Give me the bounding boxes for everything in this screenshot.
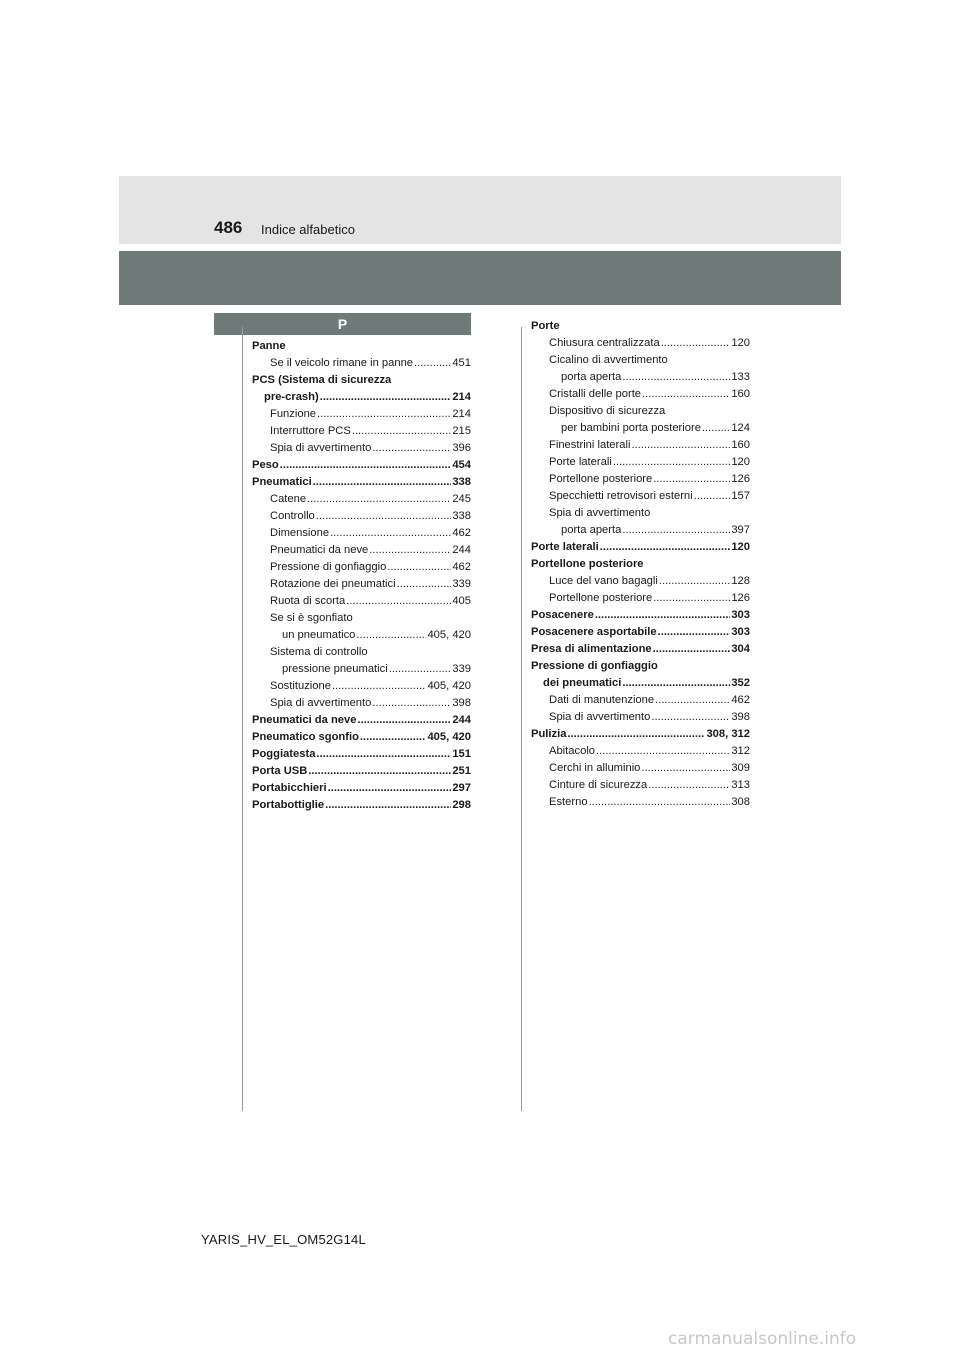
index-entry-text: Porte <box>531 320 560 332</box>
index-entry-text: Posacenere asportabile <box>531 626 657 638</box>
index-entry <box>531 556 750 573</box>
index-entry-page: 126 <box>731 592 750 604</box>
document-code: YARIS_HV_EL_OM52G14L <box>201 1232 366 1247</box>
dot-leader <box>317 406 451 423</box>
dot-leader <box>372 695 451 712</box>
index-entry-text: porta aperta <box>561 524 622 536</box>
index-entry-text: Rotazione dei pneumatici <box>270 578 396 590</box>
index-entry-page: 398 <box>452 697 471 709</box>
index-entry-page: 339 <box>452 578 471 590</box>
dot-leader <box>567 726 705 743</box>
index-entry-page: 303 <box>731 626 750 638</box>
index-entry-text: Se si è sgonfiato <box>270 612 353 624</box>
index-entry <box>531 624 750 641</box>
index-entry <box>531 726 750 743</box>
dot-leader <box>642 386 730 403</box>
dot-leader <box>622 522 730 539</box>
index-entry-page: 214 <box>452 408 471 420</box>
index-entry-text: Specchietti retrovisori esterni <box>549 490 693 502</box>
header-dark-band <box>119 251 841 305</box>
index-entry-text: Abitacolo <box>549 745 596 757</box>
index-entry-page: 151 <box>452 748 471 760</box>
index-entry <box>252 559 471 576</box>
index-entry-page: 398 <box>731 711 750 723</box>
index-entry-page: 339 <box>452 663 471 675</box>
index-entry-text: Cerchi in alluminio <box>549 762 641 774</box>
dot-leader <box>280 457 452 474</box>
index-entry-text: Controllo <box>270 510 315 522</box>
index-entry <box>531 488 750 505</box>
index-entry-page: 308 <box>731 796 750 808</box>
index-entry-page: 312 <box>731 745 750 757</box>
index-entry-page: 251 <box>452 765 471 777</box>
dot-leader <box>651 709 730 726</box>
index-entry <box>531 794 750 811</box>
index-entry-page: 215 <box>452 425 471 437</box>
index-entry-text: Portellone posteriore <box>549 473 653 485</box>
index-entry-text: Posacenere <box>531 609 594 621</box>
index-entry <box>531 760 750 777</box>
dot-leader <box>595 607 731 624</box>
index-entry <box>252 746 471 763</box>
index-entry-text: Esterno <box>549 796 588 808</box>
index-entry <box>252 678 471 695</box>
index-entry-page: 303 <box>731 609 750 621</box>
index-entry-text: porta aperta <box>561 371 622 383</box>
index-entry <box>531 692 750 709</box>
index-entry-page: 120 <box>731 456 750 468</box>
index-entry-text: Spia di avvertimento <box>549 507 651 519</box>
index-entry-page: 126 <box>731 473 750 485</box>
index-entry-page: 120 <box>731 337 750 349</box>
index-entry <box>252 729 471 746</box>
dot-leader <box>600 539 731 556</box>
dot-leader <box>307 491 451 508</box>
index-entry-page: 245 <box>452 493 471 505</box>
index-entry <box>252 593 471 610</box>
index-entry <box>252 627 471 644</box>
index-entry-page: 396 <box>452 442 471 454</box>
page-number: 486 <box>214 218 243 237</box>
index-entry-text: Pressione di gonfiaggio <box>270 561 387 573</box>
index-entry-text: Pneumatico sgonfio <box>252 731 359 743</box>
index-entry <box>531 709 750 726</box>
index-entry <box>252 525 471 542</box>
index-entry <box>252 423 471 440</box>
dot-leader <box>641 760 730 777</box>
index-entry-text: Pneumatici da neve <box>270 544 369 556</box>
left-column-divider <box>242 327 243 1111</box>
index-entry-text: Dati di manutenzione <box>549 694 655 706</box>
index-entry <box>252 508 471 525</box>
dot-leader <box>596 743 730 760</box>
section-title: Indice alfabetico <box>261 222 355 237</box>
dot-leader <box>372 440 451 457</box>
dot-leader <box>659 573 730 590</box>
dot-leader <box>308 763 451 780</box>
dot-leader <box>702 420 730 437</box>
index-entry-page: 128 <box>731 575 750 587</box>
index-entry-page: 214 <box>452 391 471 403</box>
index-entry-text: Portellone posteriore <box>549 592 653 604</box>
dot-leader <box>325 797 451 814</box>
index-entry-page: 462 <box>452 561 471 573</box>
index-entry-text: Ruota di scorta <box>270 595 346 607</box>
dot-leader <box>631 437 730 454</box>
index-entry-page: 405, 420 <box>427 629 471 641</box>
dot-leader <box>320 389 452 406</box>
index-entry-page: 462 <box>731 694 750 706</box>
dot-leader <box>661 335 731 352</box>
dot-leader <box>369 542 451 559</box>
dot-leader <box>658 624 731 641</box>
index-entry-text: Sistema di controllo <box>270 646 368 658</box>
dot-leader <box>357 712 451 729</box>
dot-leader <box>653 641 731 658</box>
index-entry <box>531 590 750 607</box>
index-entry <box>252 576 471 593</box>
index-entry-text: Pneumatici <box>252 476 312 488</box>
index-entry <box>531 539 750 556</box>
index-entry <box>252 695 471 712</box>
index-entry <box>531 420 750 437</box>
index-entry <box>252 780 471 797</box>
dot-leader <box>360 729 427 746</box>
index-entry <box>531 335 750 352</box>
index-entry-text: Spia di avvertimento <box>270 442 372 454</box>
index-entry <box>252 440 471 457</box>
index-entry <box>252 610 471 627</box>
index-entry-text: Cinture di sicurezza <box>549 779 648 791</box>
index-entry <box>531 437 750 454</box>
index-entry-text: Sostituzione <box>270 680 331 692</box>
index-entry-page: 297 <box>452 782 471 794</box>
dot-leader <box>622 675 730 692</box>
index-entry-text: Presa di alimentazione <box>531 643 652 655</box>
dot-leader <box>332 678 426 695</box>
dot-leader <box>613 454 731 471</box>
index-entry <box>531 522 750 539</box>
index-entry-text: Luce del vano bagagli <box>549 575 658 587</box>
index-entry-page: 308, 312 <box>706 728 750 740</box>
index-entry <box>531 471 750 488</box>
index-entry <box>252 338 471 355</box>
dot-leader <box>694 488 731 505</box>
dot-leader <box>346 593 451 610</box>
index-entry <box>531 454 750 471</box>
index-entry <box>252 457 471 474</box>
index-entry-text: Spia di avvertimento <box>549 711 651 723</box>
watermark: carmanualsonline.info <box>668 1329 857 1349</box>
dot-leader <box>622 369 730 386</box>
index-entry <box>531 607 750 624</box>
index-entry-page: 244 <box>452 544 471 556</box>
dot-leader <box>648 777 730 794</box>
index-entry-page: 244 <box>452 714 471 726</box>
index-entry-text: Interruttore PCS <box>270 425 351 437</box>
index-entry-text: Funzione <box>270 408 317 420</box>
index-entry-text: Portabicchieri <box>252 782 327 794</box>
index-entry-page: 338 <box>452 510 471 522</box>
dot-leader <box>330 525 451 542</box>
index-entry-text: Catene <box>270 493 307 505</box>
index-entry-text: Se il veicolo rimane in panne <box>270 357 414 369</box>
dot-leader <box>389 661 452 678</box>
index-entry <box>252 661 471 678</box>
dot-leader <box>356 627 426 644</box>
dot-leader <box>653 471 730 488</box>
dot-leader <box>328 780 452 797</box>
dot-leader <box>655 692 730 709</box>
index-entry-page: 304 <box>731 643 750 655</box>
dot-leader <box>414 355 451 372</box>
index-entry <box>531 318 750 335</box>
index-entry-text: Porte laterali <box>549 456 612 468</box>
index-entry-page: 405 <box>452 595 471 607</box>
index-entry-page: 124 <box>731 422 750 434</box>
index-entry-page: 298 <box>452 799 471 811</box>
dot-leader <box>313 474 452 491</box>
index-entry <box>531 403 750 420</box>
index-entry-page: 309 <box>731 762 750 774</box>
index-entry-page: 313 <box>731 779 750 791</box>
index-entry-text: Spia di avvertimento <box>270 697 372 709</box>
index-entry <box>252 763 471 780</box>
index-column-left <box>252 338 471 814</box>
index-entry <box>531 641 750 658</box>
index-entry-text: Portellone posteriore <box>531 558 644 570</box>
index-entry-text: Cristalli delle porte <box>549 388 642 400</box>
index-entry <box>252 644 471 661</box>
index-entry <box>531 777 750 794</box>
index-entry-page: 462 <box>452 527 471 539</box>
index-entry <box>531 658 750 675</box>
index-entry-text: Peso <box>252 459 279 471</box>
index-entry-page: 405, 420 <box>427 731 471 743</box>
index-entry-text: Chiusura centralizzata <box>549 337 660 349</box>
index-column-right <box>531 318 750 811</box>
index-entry <box>252 372 471 389</box>
index-entry <box>531 505 750 522</box>
index-entry-page: 133 <box>731 371 750 383</box>
index-entry-text: Dimensione <box>270 527 330 539</box>
index-entry-page: 397 <box>731 524 750 536</box>
index-entry <box>252 389 471 406</box>
index-entry <box>531 352 750 369</box>
index-entry-text: PCS (Sistema di sicurezza <box>252 374 392 386</box>
index-entry-page: 157 <box>731 490 750 502</box>
dot-leader <box>316 508 452 525</box>
index-entry <box>531 675 750 692</box>
right-column-divider <box>521 327 522 1111</box>
dot-leader <box>387 559 451 576</box>
index-entry-text: Pneumatici da neve <box>252 714 357 726</box>
index-entry <box>531 386 750 403</box>
index-entry <box>531 743 750 760</box>
index-entry-page: 120 <box>731 541 750 553</box>
index-entry-text: Cicalino di avvertimento <box>549 354 668 366</box>
index-entry-page: 405, 420 <box>427 680 471 692</box>
index-entry-page: 160 <box>731 439 750 451</box>
index-entry <box>531 573 750 590</box>
index-entry <box>252 474 471 491</box>
index-entry-text: dei pneumatici <box>543 677 622 689</box>
index-entry-text: Porte laterali <box>531 541 599 553</box>
index-entry-page: 160 <box>731 388 750 400</box>
index-entry-page: 454 <box>452 459 471 471</box>
index-entry-text: Finestrini laterali <box>549 439 631 451</box>
index-entry-text: Panne <box>252 340 286 352</box>
index-entry <box>252 797 471 814</box>
index-entry <box>252 712 471 729</box>
index-entry-page: 451 <box>452 357 471 369</box>
dot-leader <box>352 423 451 440</box>
index-entry <box>531 369 750 386</box>
index-entry-text: Poggiatesta <box>252 748 316 760</box>
index-entry-text: Porta USB <box>252 765 308 777</box>
dot-leader <box>316 746 451 763</box>
index-entry-text: Portabottiglie <box>252 799 325 811</box>
dot-leader <box>653 590 730 607</box>
index-entry-text: Pulizia <box>531 728 567 740</box>
index-entry <box>252 491 471 508</box>
index-entry-text: pre-crash) <box>264 391 319 403</box>
index-letter-tab: P <box>214 313 471 335</box>
index-entry-text: per bambini porta posteriore <box>561 422 701 434</box>
dot-leader <box>589 794 731 811</box>
index-entry <box>252 406 471 423</box>
index-entry-page: 338 <box>452 476 471 488</box>
index-entry-text: pressione pneumatici <box>282 663 388 675</box>
index-entry-page: 352 <box>731 677 750 689</box>
index-entry-text: Pressione di gonfiaggio <box>531 660 658 672</box>
index-entry-text: Dispositivo di sicurezza <box>549 405 666 417</box>
index-entry <box>252 355 471 372</box>
index-entry <box>252 542 471 559</box>
index-entry-text: un pneumatico <box>282 629 356 641</box>
dot-leader <box>397 576 452 593</box>
